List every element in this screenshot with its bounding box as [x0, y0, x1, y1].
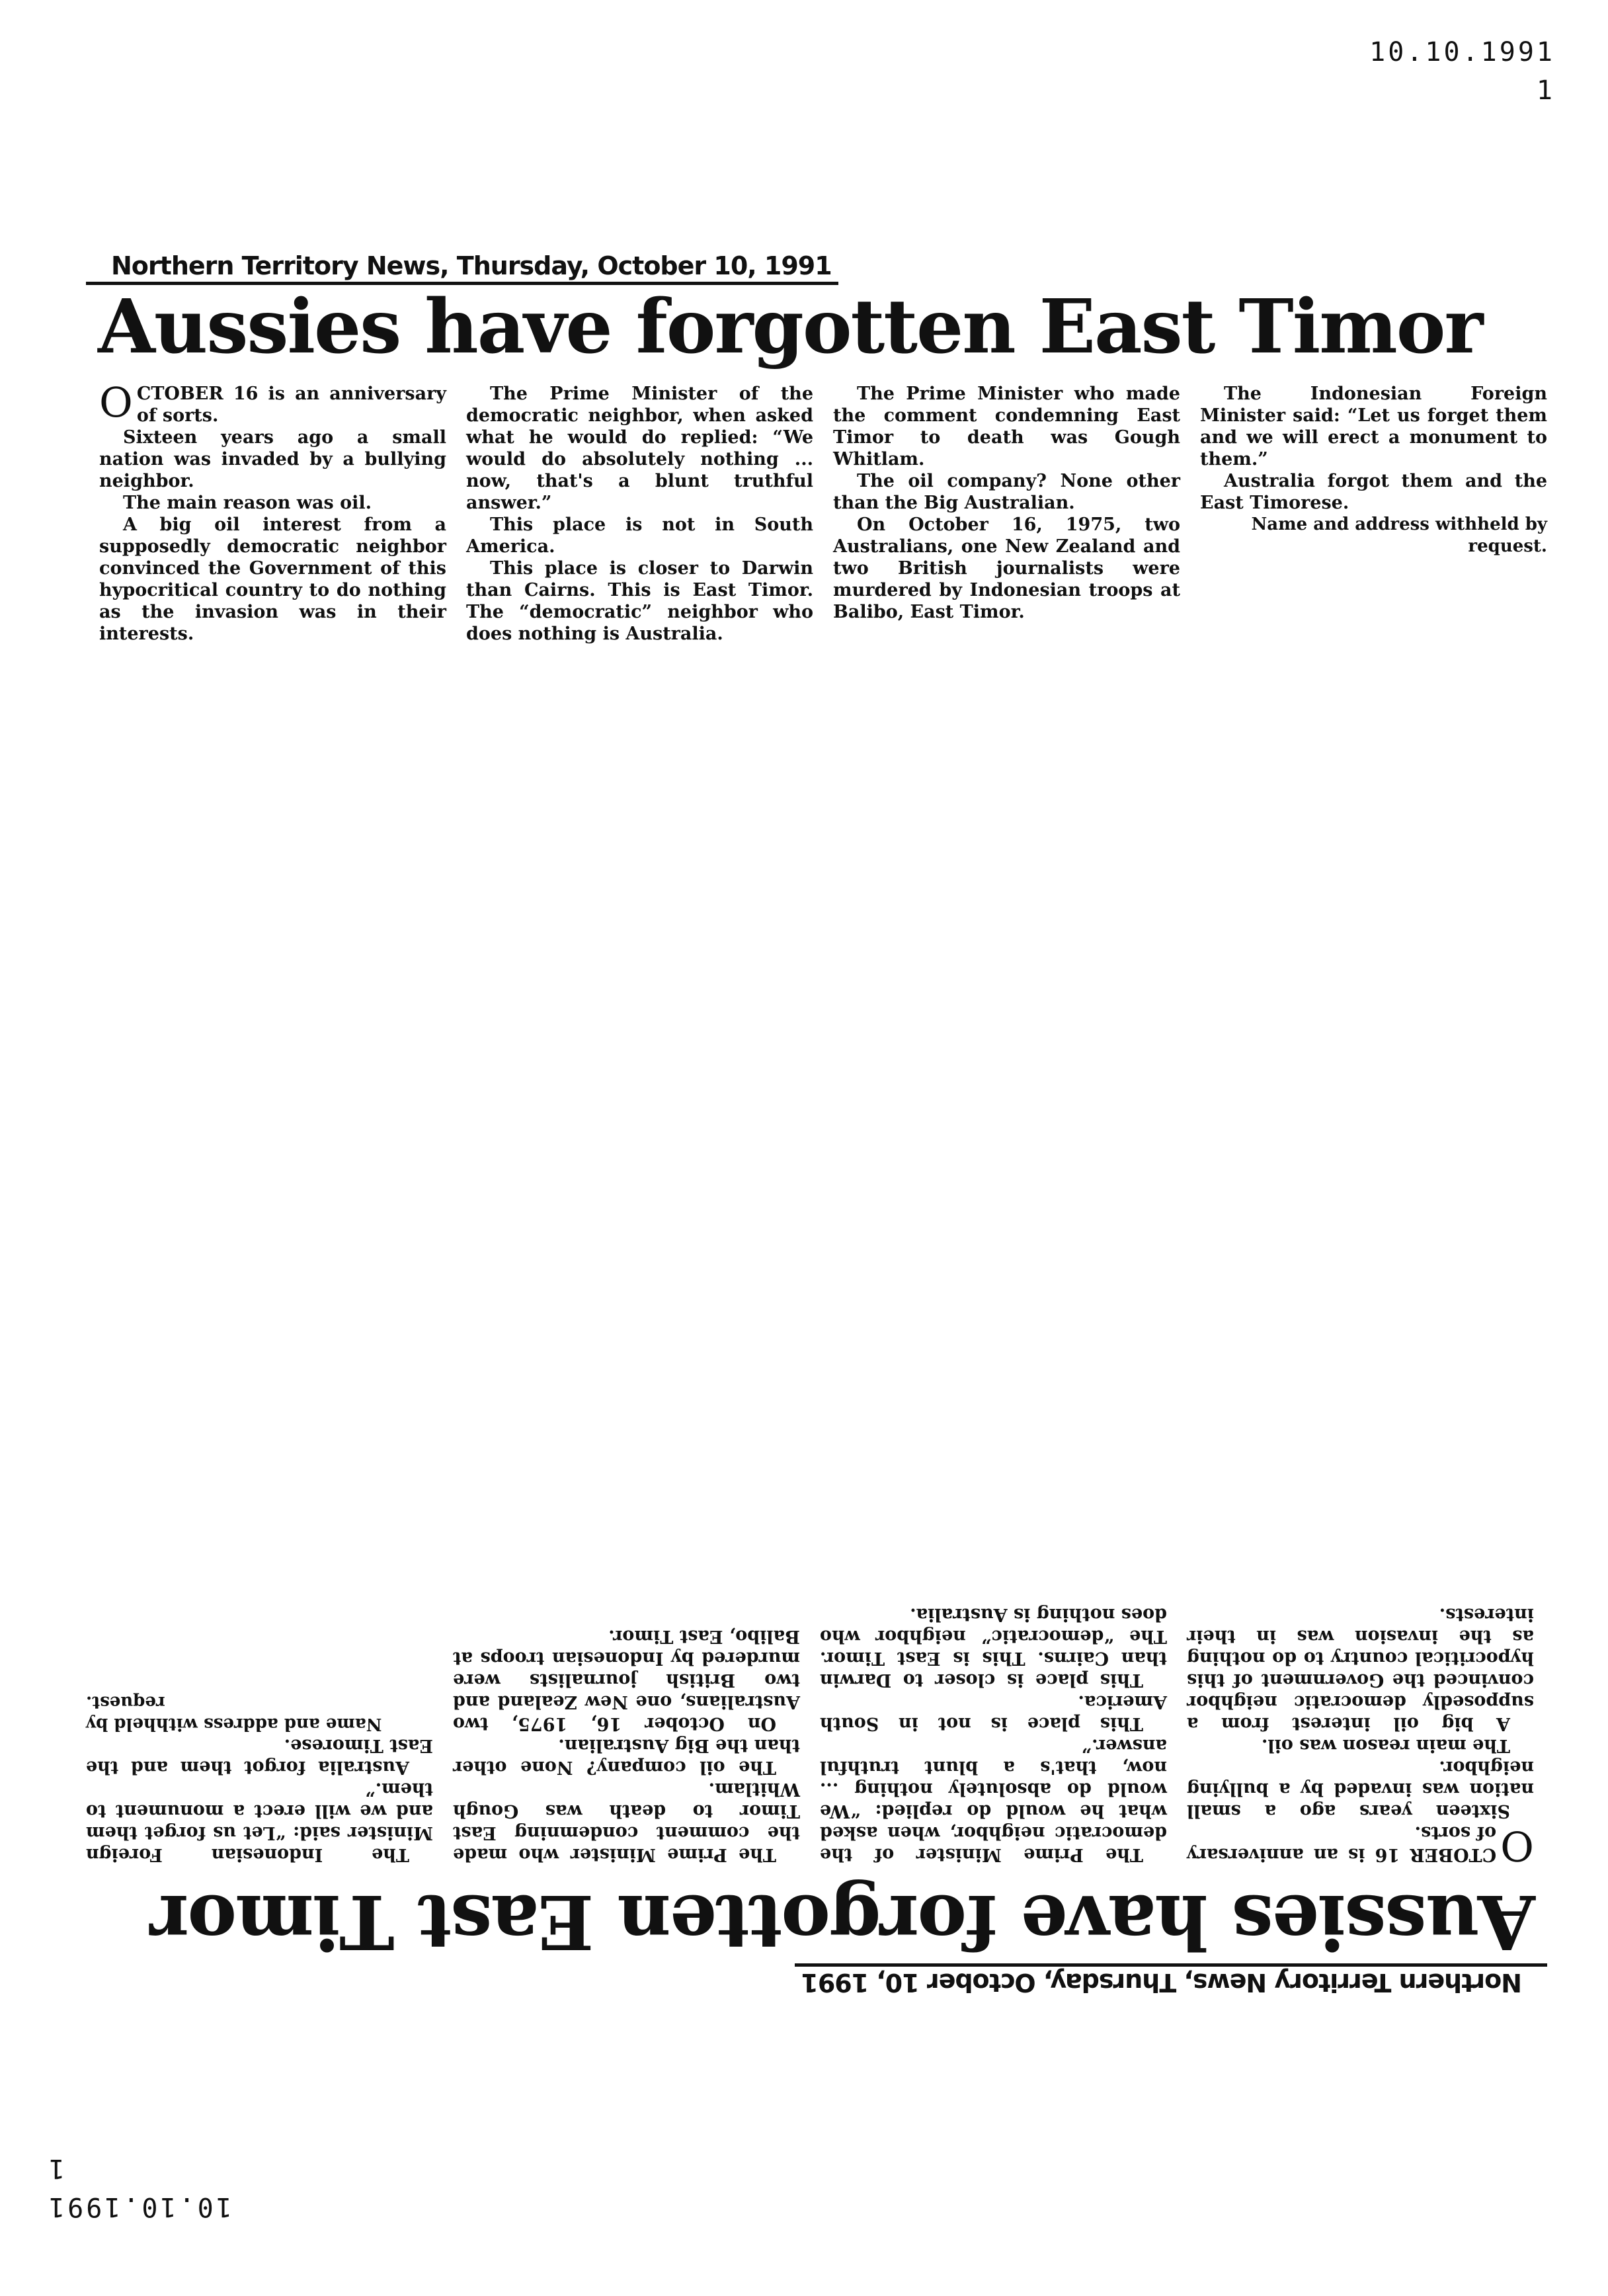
- article-paragraph: O CTOBER 16 is an anniversary of sorts.: [1187, 1822, 1534, 1870]
- article-column: [820, 1604, 1167, 1866]
- article-paragraph: The Prime Minister who made the comment condemning East Timor to death was Gough Whitlam.: [833, 384, 1180, 470]
- article-paragraph: The main reason was oil.: [123, 493, 372, 513]
- article-paragraph: Australia forgot them and the East Timorese.: [86, 1735, 433, 1778]
- article-paragraph: This place is not in South America.: [466, 514, 813, 557]
- article-body: [86, 1604, 1547, 1870]
- article-body: [86, 378, 1547, 645]
- article-paragraph: On October 16, 1975, two Australians, one New Zealand and two British journalists were murdered by Indonesian troops at Balibo, East Timor.: [453, 1626, 800, 1734]
- masthead: Northern Territory News, Thursday, October 10, 1991: [795, 1963, 1547, 1997]
- signoff: Name and address withheld by request.: [1251, 514, 1547, 556]
- drop-cap: O: [99, 378, 133, 427]
- article-column: [453, 1604, 800, 1866]
- article-paragraph: The Prime Minister who made the comment condemning East Timor to death was Gough Whitlam.: [453, 1779, 800, 1865]
- article-paragraph: The Prime Minister of the democratic neighbor, when asked what he would do replied: “We would do absolutely nothing ... now, that's a blunt truthful answer.”: [820, 1735, 1167, 1865]
- article-paragraph: The oil company? None other than the Big Australian.: [833, 471, 1180, 513]
- article-paragraph: Australia forgot them and the East Timorese.: [1200, 471, 1547, 513]
- article-paragraph: Sixteen years ago a small nation was invaded by a bullying neighbor.: [1187, 1757, 1534, 1821]
- date-stamp-mirrored: [46, 2149, 232, 2226]
- article-paragraph: A big oil interest from a supposedly democratic neighbor convinced the Government of this hypocritical country to do nothing as the invasion was in their interests.: [99, 514, 446, 644]
- article-paragraph: The main reason was oil.: [1261, 1735, 1510, 1756]
- article-paragraph: On October 16, 1975, two Australians, one New Zealand and two British journalists were murdered by Indonesian troops at Balibo, East Timor.: [833, 514, 1180, 622]
- headline: Aussies have forgotten East Timor: [151, 1878, 1535, 1965]
- article-paragraph: This place is not in South America.: [820, 1692, 1167, 1734]
- masthead: Northern Territory News, Thursday, October 10, 1991: [86, 251, 838, 285]
- article-paragraph: OCTOBER 16 is an anniversary of sorts.: [99, 378, 446, 427]
- stamp-date: 10.10.1991: [46, 2192, 232, 2222]
- article-column: [99, 378, 446, 645]
- article-column: [833, 383, 1180, 645]
- stamp-page-number: 1: [46, 2153, 65, 2184]
- newspaper-clipping-mirrored: [86, 1604, 1547, 1997]
- signoff: Name and address withheld by request.: [86, 1692, 382, 1734]
- article-paragraph: This place is closer to Darwin than Cairns. This is East Timor. The “democratic” neighbor who does nothing is Australia.: [466, 558, 813, 644]
- article-paragraph: The Indonesian Foreign Minister said: “Let us forget them and we will erect a monument to them.”: [86, 1779, 433, 1865]
- drop-cap: O: [1500, 1822, 1534, 1870]
- article-column: [86, 1604, 433, 1866]
- stamp-date: 10.10.1991: [1369, 37, 1555, 67]
- article-column: [1200, 383, 1547, 645]
- stamp-page-number: 1: [1536, 75, 1555, 106]
- headline: Aussies have forgotten East Timor: [98, 284, 1482, 370]
- article-column: [1187, 1604, 1534, 1870]
- article-paragraph: The oil company? None other than the Big Australian.: [453, 1735, 800, 1778]
- date-stamp: [1369, 33, 1555, 110]
- article-paragraph: Sixteen years ago a small nation was invaded by a bullying neighbor.: [99, 427, 446, 491]
- article-paragraph: This place is closer to Darwin than Cairns. This is East Timor. The “democratic” neighbor who does nothing is Australia.: [820, 1604, 1167, 1690]
- article-paragraph: The Indonesian Foreign Minister said: “Let us forget them and we will erect a monument to them.”: [1200, 384, 1547, 470]
- newspaper-clipping: [86, 251, 1547, 645]
- article-paragraph: The Prime Minister of the democratic neighbor, when asked what he would do replied: “We would do absolutely nothing ... now, that's a blunt truthful answer.”: [466, 384, 813, 513]
- article-paragraph: A big oil interest from a supposedly democratic neighbor convinced the Government of this hypocritical country to do nothing as the invasion was in their interests.: [1187, 1604, 1534, 1734]
- article-column: [466, 383, 813, 645]
